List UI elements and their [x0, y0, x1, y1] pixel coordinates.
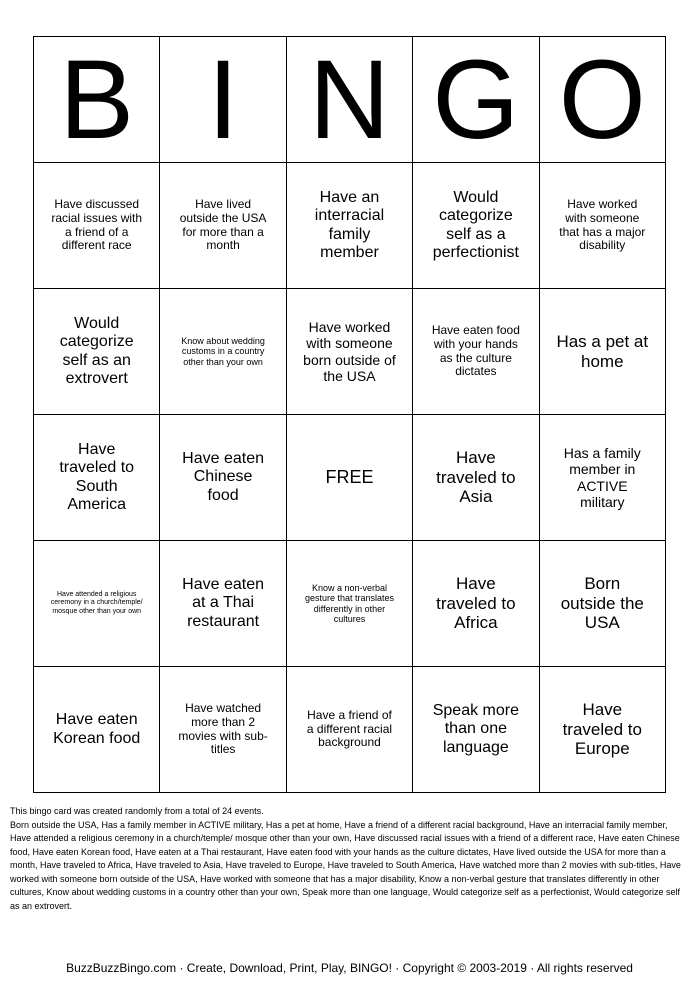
footer-copyright: BuzzBuzzBingo.com · Create, Download, Print, Play, BINGO! · Copyright © 2003-2019 · All rights reserved [66, 961, 633, 975]
bingo-cell: Know about wedding customs in a country other than your own [160, 289, 286, 415]
bingo-cell: Have worked with someone born outside of the USA [286, 289, 412, 415]
grid-row-1 [34, 163, 666, 289]
letter-o: O [539, 37, 665, 163]
bingo-cell: Have traveled to Asia [413, 415, 539, 541]
bingo-cell: Know a non-verbal gesture that translates differently in other cultures [286, 541, 412, 667]
bingo-cell: Have a friend of a different racial background [286, 667, 412, 793]
header-row [34, 37, 666, 163]
bingo-cell: Speak more than one language [413, 667, 539, 793]
bingo-cell: Have eaten Korean food [34, 667, 160, 793]
bingo-cell: Have eaten food with your hands as the culture dictates [413, 289, 539, 415]
bingo-cell: Have worked with someone that has a major disability [539, 163, 665, 289]
grid-row-4 [34, 541, 666, 667]
bingo-cell: Would categorize self as an extrovert [34, 289, 160, 415]
bingo-cell: Have traveled to South America [34, 415, 160, 541]
bingo-cell: Would categorize self as a perfectionist [413, 163, 539, 289]
bingo-cell: Have lived outside the USA for more than a month [160, 163, 286, 289]
bingo-cell: Have discussed racial issues with a friend of a different race [34, 163, 160, 289]
bingo-cell: Born outside the USA [539, 541, 665, 667]
letter-n: N [286, 37, 412, 163]
letter-b: B [34, 37, 160, 163]
bingo-cell: Have an interracial family member [286, 163, 412, 289]
free-space: FREE [286, 415, 412, 541]
bingo-cell: Has a family member in ACTIVE military [539, 415, 665, 541]
bingo-cell: Have traveled to Africa [413, 541, 539, 667]
card-description [10, 805, 690, 913]
bingo-cell: Have attended a religious ceremony in a church/temple/ mosque other than your own [34, 541, 160, 667]
description-intro: This bingo card was created randomly from a total of 24 events. [10, 806, 264, 816]
grid-row-5 [34, 667, 666, 793]
bingo-cell: Have traveled to Europe [539, 667, 665, 793]
bingo-cell: Have watched more than 2 movies with sub-titles [160, 667, 286, 793]
bingo-cell: Have eaten Chinese food [160, 415, 286, 541]
description-events: Born outside the USA, Has a family member in ACTIVE military, Has a pet at home, Have a friend of a different racial background, Have an interracial family member, Have attended a religious ceremony in a church/temple/ mosque other than your own, Have discussed racial issues with a friend of a different race, Have eaten Chinese food, Have eaten Korean food, Have eaten at a Thai restaurant, Have eaten food with your hands as the culture dictates, Have lived outside the USA for more than a month, Have traveled to Africa, Have traveled to Asia, Have traveled to Europe, Have traveled to South America, Have watched more than 2 movies with sub-titles, Have worked with someone born outside of the USA, Have worked with someone that has a major disability, Know a non-verbal gesture that translates differently in other cultures, Know about wedding customs in a country other than your own, Speak more than one language, Would categorize self as a perfectionist, Would categorize self as an extrovert. [10, 819, 681, 911]
bingo-cell: Have eaten at a Thai restaurant [160, 541, 286, 667]
bingo-card [33, 36, 666, 793]
grid-row-3 [34, 415, 666, 541]
bingo-cell: Has a pet at home [539, 289, 665, 415]
grid-row-2 [34, 289, 666, 415]
letter-i: I [160, 37, 286, 163]
letter-g: G [413, 37, 539, 163]
